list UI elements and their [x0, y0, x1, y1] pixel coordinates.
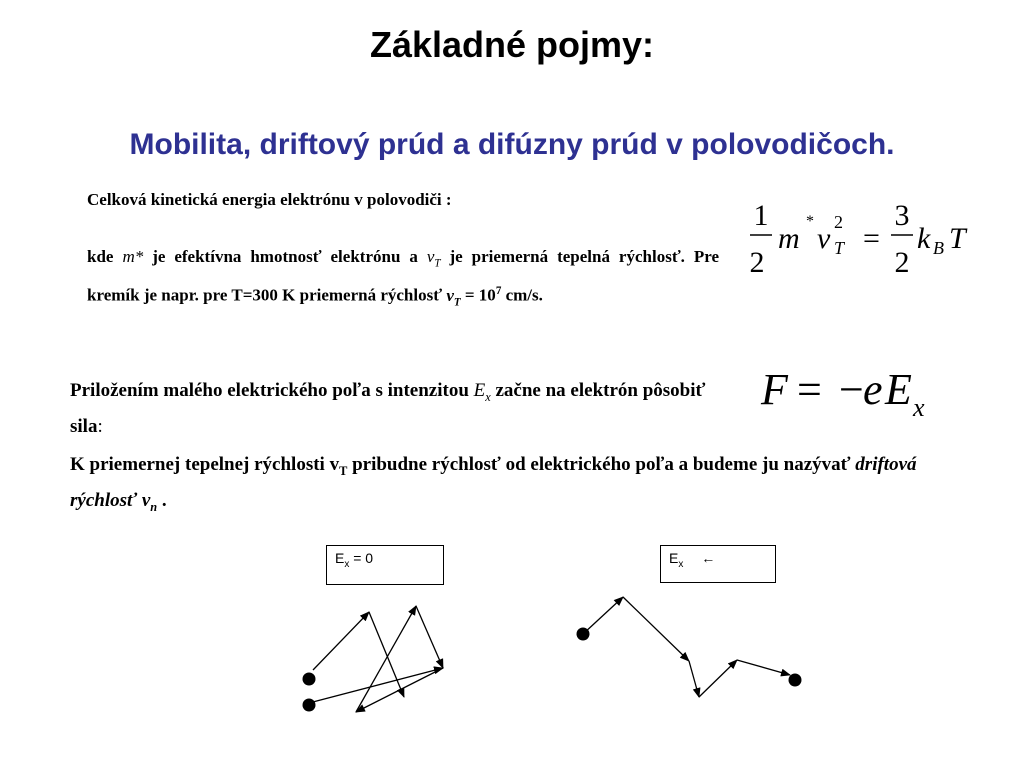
box1-rest: = 0 — [349, 550, 374, 566]
f1-T: T — [949, 222, 966, 255]
p3-text-a: Priložením malého elektrického poľa s intenzitou — [70, 380, 469, 401]
p2-v: v — [426, 247, 435, 266]
p4-a-sub: T — [339, 463, 348, 478]
p3-colon: : — [97, 415, 103, 437]
p2-text-b: je priemerná tepelná rýchlosť. Pre kremík je napr. pre T=300 K priemerná rýchlosť — [87, 247, 720, 306]
f1-star: * — [806, 213, 814, 230]
random-path-segment-1 — [313, 612, 369, 670]
electron-dot — [577, 628, 590, 641]
p2-exp: 7 — [495, 285, 502, 298]
f1-den2: 2 — [894, 246, 910, 279]
p4-v: v — [141, 489, 151, 511]
p2-v2: v — [446, 286, 454, 306]
electron-dot — [303, 699, 316, 712]
p2-word-kde: kde — [87, 247, 114, 266]
f1-den1: 2 — [749, 246, 765, 279]
drift-path-segment-1 — [583, 597, 623, 634]
f2-e: e — [863, 365, 883, 414]
p2-eq: = 10 — [464, 286, 496, 306]
p2-unit: cm/s. — [505, 286, 543, 306]
box2-sub: x — [678, 558, 684, 570]
drift-path-segment-2 — [623, 597, 689, 661]
p4-text-a: K priemernej tepelnej rýchlosti v — [70, 454, 340, 475]
f2-minus: − — [839, 365, 864, 414]
box2-E: E — [669, 550, 679, 566]
p3-E: E — [473, 380, 486, 401]
f1-v-sub: T — [834, 238, 845, 258]
p3-text-b: začne na elektrón pôsobiť sila — [70, 380, 706, 437]
p2-mstar: m* — [122, 247, 144, 266]
f2-E: E — [885, 365, 912, 414]
f1-k: k — [917, 222, 931, 255]
f1-num2: 3 — [894, 199, 910, 232]
p4-v-sub: n — [150, 499, 158, 514]
electron-dot — [303, 673, 316, 686]
f1-equals: = — [863, 222, 880, 255]
p2-v2-sub: T — [453, 296, 461, 309]
random-path-segment-2 — [369, 612, 404, 697]
random-path-segment-3 — [309, 668, 443, 703]
f1-v: v — [817, 222, 831, 255]
f1-num1: 1 — [753, 199, 769, 232]
p2-v-sub: T — [434, 257, 441, 270]
f1-k-sub: B — [933, 238, 944, 258]
p4-drift-term: driftová rýchlosť — [70, 454, 917, 511]
p4-text-b: pribudne rýchlosť od elektrického poľa a budeme ju nazývať — [352, 454, 851, 475]
p2-text-a: je efektívna hmotnosť elektrónu a — [152, 247, 418, 266]
box1-E: E — [335, 550, 345, 566]
slide-title: Základné pojmy: — [369, 24, 655, 65]
p3-E-sub: x — [485, 389, 491, 404]
electron-dot — [789, 674, 802, 687]
f2-equals: = — [797, 365, 822, 414]
f2-sub: x — [913, 393, 925, 422]
box1-sub: x — [344, 558, 350, 570]
drift-path-segment-3 — [689, 661, 699, 697]
drift-path-segment-4 — [699, 660, 737, 697]
p4-period: . — [161, 489, 167, 511]
drift-path-segment-5 — [737, 660, 790, 675]
f2-F: F — [761, 365, 788, 414]
f1-m: m — [778, 222, 800, 255]
random-path-segment-4 — [416, 606, 443, 668]
slide-subtitle: Mobilita, driftový prúd a difúzny prúd v polovodičoch. — [129, 128, 895, 161]
f1-v-sup: 2 — [834, 212, 843, 232]
left-arrow-icon: ← — [701, 550, 716, 566]
kinetic-energy-text: Celková kinetická energia elektrónu v polovodiči : — [87, 190, 452, 209]
